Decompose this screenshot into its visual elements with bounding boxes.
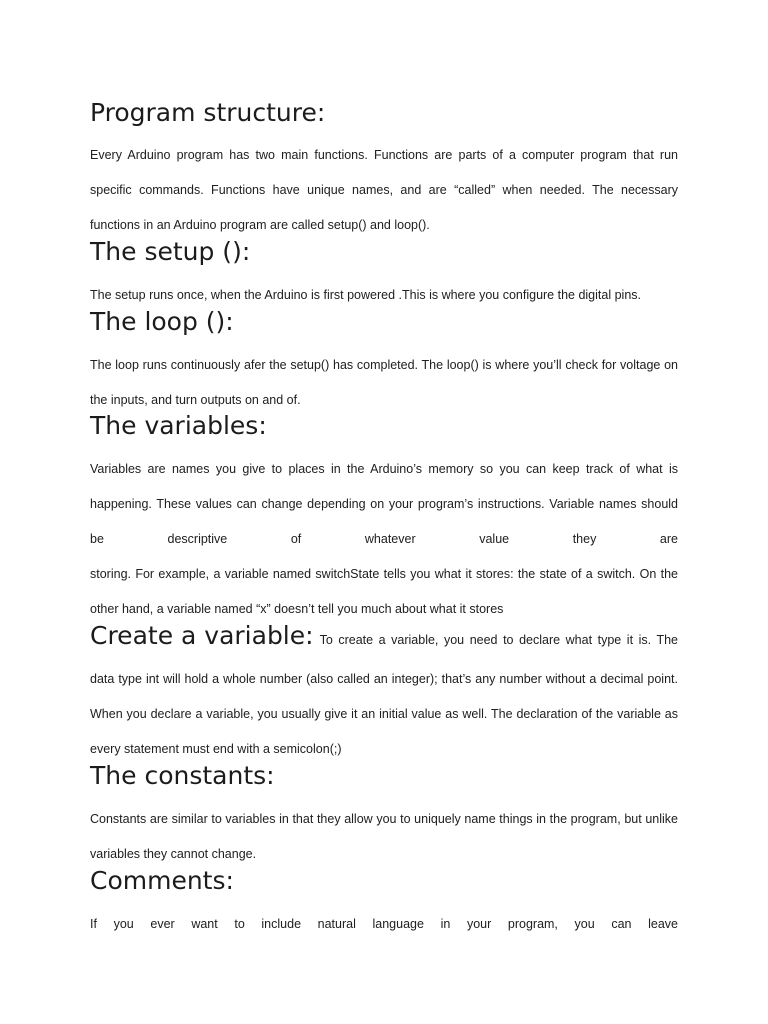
paragraph-line: be descriptive of whatever value they are [90,532,678,546]
paragraph-line: data type int will hold a whole number (also called an integer); that’s any number without a decimal point. [90,672,678,686]
paragraph-line: functions in an Arduino program are called setup() and loop(). [90,218,430,232]
heading-loop: The loop (): [90,307,234,336]
paragraph-line: variables they cannot change. [90,847,257,861]
paragraph-line: Constants are similar to variables in that they allow you to uniquely name things in the program, but unlike [90,812,678,826]
heading-create-variable: Create a variable: [90,621,314,650]
paragraph-line: storing. For example, a variable named switchState tells you what it stores: the state of a switch. On the [90,567,678,581]
paragraph-line: other hand, a variable named “x” doesn’t tell you much about what it stores [90,602,504,616]
paragraph-line: If you ever want to include natural language in your program, you can leave [90,917,678,931]
heading-comments: Comments: [90,866,234,895]
heading-program-structure: Program structure: [90,98,326,127]
paragraph-line: Every Arduino program has two main functions. Functions are parts of a computer program that run [90,148,678,162]
paragraph-line: When you declare a variable, you usually give it an initial value as well. The declaration of the variable as [90,707,678,721]
paragraph-line: every statement must end with a semicolon(;) [90,742,342,756]
heading-setup: The setup (): [90,237,251,266]
paragraph-line: the inputs, and turn outputs on and of. [90,393,301,407]
paragraph-line: happening. These values can change depending on your program’s instructions. Variable names should [90,497,678,511]
paragraph-line: Variables are names you give to places in the Arduino’s memory so you can keep track of what is [90,462,678,476]
paragraph-line: The loop runs continuously afer the setup() has completed. The loop() is where you’ll check for voltage on [90,358,678,372]
paragraph-inline-text: To create a variable, you need to declare what type it is. The [319,633,678,647]
heading-variables: The variables: [90,411,267,440]
paragraph-line: specific commands. Functions have unique names, and are “called” when needed. The necessary [90,183,678,197]
create-variable-row [90,621,678,651]
document-page [90,0,678,1024]
paragraph-line: The setup runs once, when the Arduino is first powered .This is where you configure the digital pins. [90,288,641,302]
heading-constants: The constants: [90,761,275,790]
